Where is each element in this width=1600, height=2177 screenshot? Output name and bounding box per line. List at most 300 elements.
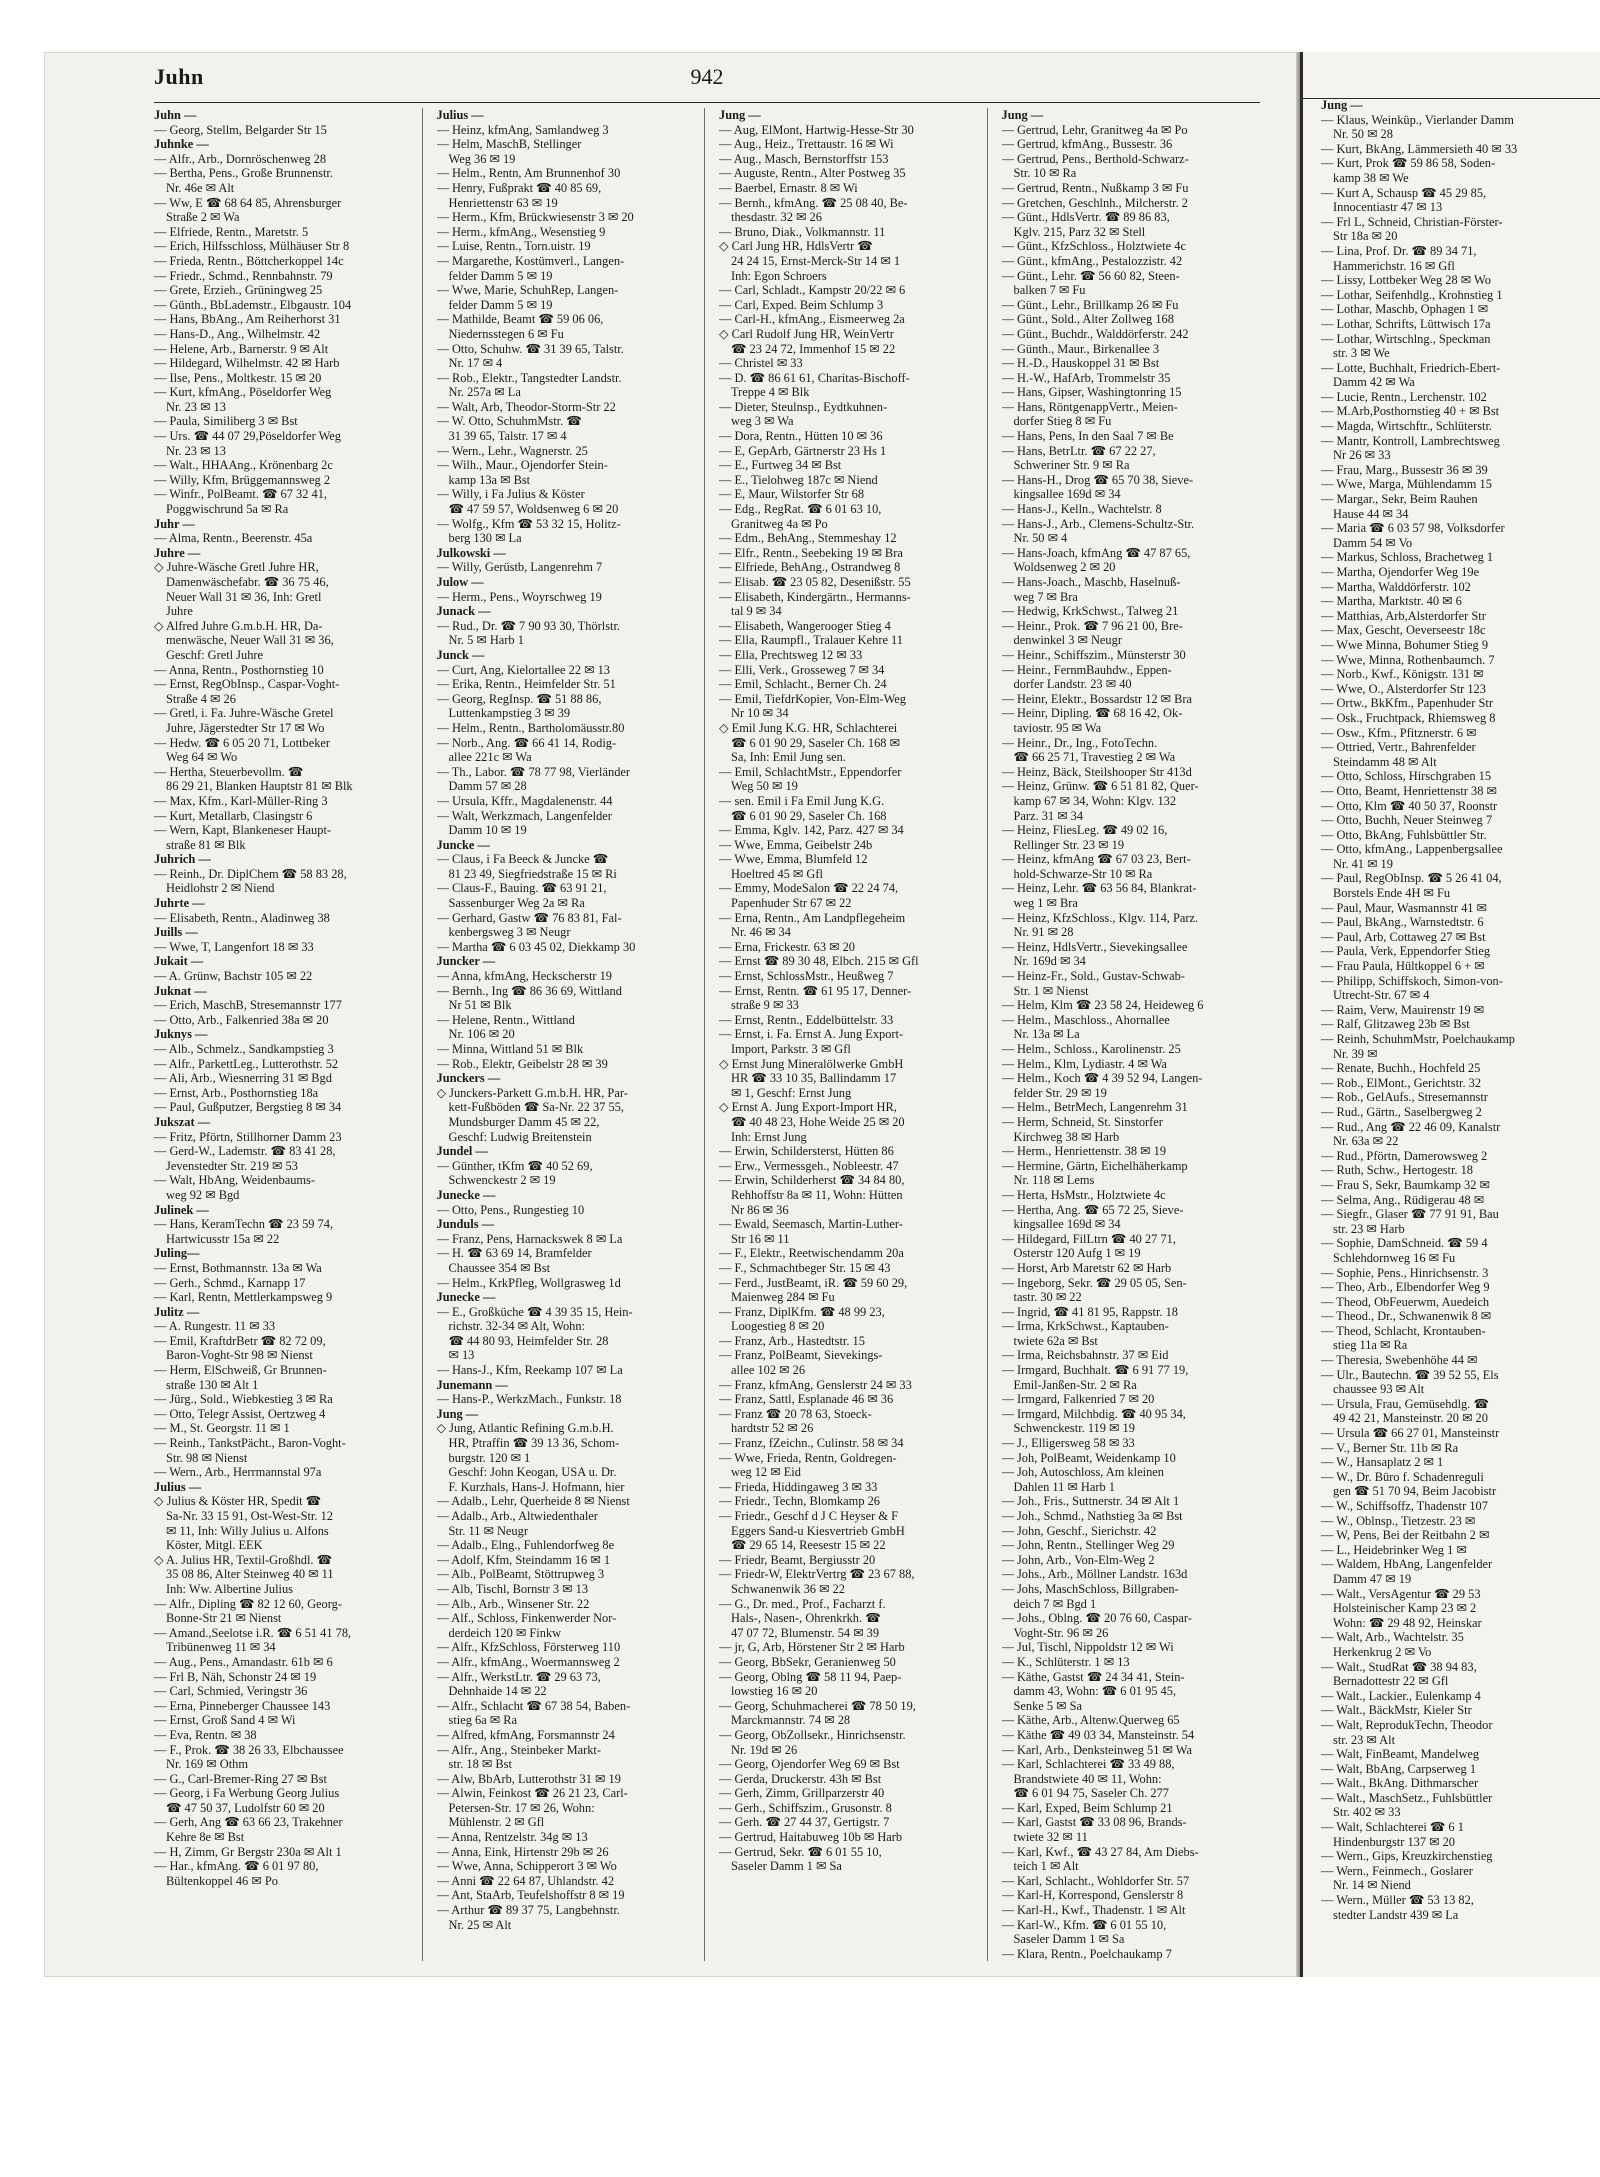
directory-entry-line: Hammerichstr. 16 ✉ Gfl [1333,258,1455,273]
directory-entry-line: — Otto, Schloss, Hirschgraben 15 [1321,769,1492,784]
directory-entry-line: — Walt, HbAng, Weidenbaums- [154,1173,316,1188]
directory-entry-line: — Grete, Erzieh., Grüningweg 25 [154,283,323,298]
directory-entry-line: — Herta, HsMstr., Holztwiete 4c [1001,1187,1166,1202]
directory-entry-line: — Rud., Pförtn, Damerowsweg 2 [1321,1148,1488,1163]
directory-entry-line: — Gertrud, Rentn., Nußkamp 3 ✉ Fu [1001,180,1189,195]
directory-entry-line: — Hertha, Ang. ☎ 65 72 25, Sieve- [1001,1202,1184,1217]
directory-entry-line: Geschf: Gretl Juhre [166,647,264,662]
surname-heading: Juneckе — [436,1290,496,1305]
directory-entry-line: — H.-D., Hauskoppel 31 ✉ Bst [1001,356,1160,371]
directory-entry-line: — jr, G, Arb, Hörstener Str 2 ✉ Harb [719,1640,905,1655]
directory-entry-line: Hartwicusstr 15a ✉ 22 [166,1231,280,1246]
directory-entry-line: — Alfr., ParkettLeg., Lutterothstr. 52 [154,1056,339,1071]
surname-heading: Jung — [436,1406,479,1421]
directory-entry-line: — Karl, Rentn, Mettlerkampsweg 9 [154,1290,333,1305]
directory-entry-line: — Emil, TiefdrKopier, Von-Elm-Weg [719,691,906,706]
surname-heading: Juknat — [154,983,207,998]
directory-entry-line: — Ilse, Pens., Moltkestr. 15 ✉ 20 [154,370,322,385]
surname-heading: Junemann — [436,1377,508,1392]
directory-entry-line: — M.Arb,Posthornstieg 40 + ✉ Bst [1321,404,1500,419]
directory-entry-line: — Walt., VersAgentur ☎ 29 53 [1321,1586,1481,1601]
directory-entry-line: — Friedr., Schmd., Rennbahnstr. 79 [154,268,333,283]
surname-heading: Juhrich — [154,852,211,867]
directory-entry-line: derdeich 120 ✉ Finkw [448,1625,562,1640]
directory-entry-line: — Irma, KrkSchwst., Kaptauben- [1001,1319,1169,1334]
directory-entry-line: — Elisabeth, Kindergärtn., Hermanns- [719,589,911,604]
directory-entry-line: Schwanenwik 36 ✉ 22 [731,1581,845,1596]
directory-entry-line: straße 81 ✉ Blk [166,837,246,852]
directory-entry-line: — John, Geschf., Sierichstr. 42 [1001,1523,1157,1538]
directory-entry-line: — Heinr., Dr., Ing., FotoTechn. [1001,735,1158,750]
directory-entry-line: — D. ☎ 86 61 61, Charitas-Bischoff- [719,370,910,385]
directory-entry-line: — Aug., Heiz., Trettaustr. 16 ✉ Wi [719,137,894,152]
directory-entry-line: — Theod, ObFeuerwm, Auedeich [1321,1294,1490,1309]
directory-entry-line: Woldsenweg 2 ✉ 20 [1013,560,1116,575]
directory-entry-line: — Adalb., Arb., Altwiedenthaler [436,1509,598,1523]
directory-entry-line: — Kurt, Metallarb, Clasingstr 6 [154,808,313,823]
directory-entry-line: Sa-Nr. 33 15 91, Ost-West-Str. 12 [166,1509,333,1523]
surname-heading: Julinek — [154,1202,209,1217]
directory-entry-line: — H. ☎ 63 69 14, Bramfelder [436,1246,592,1261]
directory-entry-line: — Gertrud, Haitabuweg 10b ✉ Harb [719,1830,903,1845]
directory-entry-line: — Georg, Oblng ☎ 58 11 94, Paep- [719,1669,902,1684]
surname-heading: Jukszat — [154,1114,211,1129]
column-3 [719,108,988,1961]
directory-entry-line: — Heinz-Fr., Sold., Gustav-Schwab- [1001,969,1185,984]
directory-entry-line: — Mathilde, Beamt ☎ 59 06 06, [436,312,604,327]
directory-entry-line: — Ella, Prechtsweg 12 ✉ 33 [719,647,863,662]
directory-entry-line: — Paul, Arb, Cottaweg 27 ✉ Bst [1321,929,1486,944]
directory-entry-line: — John, Rentn., Stellinger Weg 29 [1001,1538,1175,1553]
directory-entry-line: Luttenkampstieg 3 ✉ 39 [448,706,571,721]
directory-entry-line: — Matthias, Arb,Alsterdorfer Str [1321,608,1486,623]
directory-entry-line: — Minna, Wittland 51 ✉ Blk [436,1042,584,1056]
directory-entry-line: Nr. 25 ✉ Alt [448,1917,512,1932]
directory-entry-line: Hals-, Nasen-, Ohrenkrkh. ☎ [731,1611,881,1626]
directory-entry-line: — Helm, Klm ☎ 23 58 24, Heideweg 6 [1001,998,1204,1013]
directory-entry-line: — Alfr., Arb., Dornröschenweg 28 [154,151,327,166]
directory-entry-line: — Karl, Kwf., ☎ 43 27 84, Am Diebs- [1001,1844,1199,1859]
directory-entry-line: — A. Rungestr. 11 ✉ 33 [154,1319,276,1334]
directory-entry-line: — Günt., Sold., Alter Zollweg 168 [1001,312,1174,327]
directory-entry-line: Saseler Damm 1 ✉ Sa [731,1859,842,1874]
directory-entry-line: — Wwe, Minna, Rothenbaumch. 7 [1321,652,1495,667]
directory-entry-line: ☎ 6 01 90 29, Saseler Ch. 168 ✉ [731,735,900,750]
directory-entry-line: — Herm., Pens., Woyrschweg 19 [436,589,602,604]
directory-entry-line: — Karl, Arb., Denksteinweg 51 ✉ Wa [1001,1742,1193,1757]
directory-entry-line: — E., Furtweg 34 ✉ Bst [719,458,842,473]
directory-entry-line: — Irmgard, Buchhalt. ☎ 6 91 77 19, [1001,1363,1189,1378]
directory-entry-line: — Hildegard, Wilhelmstr. 42 ✉ Harb [154,356,340,371]
directory-entry-line: — Bernh., Ing ☎ 86 36 69, Wittland [436,983,622,998]
directory-entry-line: — Wern, Kapt, Blankeneser Haupt- [154,823,332,838]
directory-entry-line: — Alfr., Dipling ☎ 82 12 60, Georg- [154,1596,342,1611]
directory-entry-line: — Anna, kfmAng, Heckscherstr 19 [436,969,612,984]
directory-entry-line: — Christel ✉ 33 [719,356,803,371]
directory-entry-line: — Rud., Gärtn., Saselbergweg 2 [1321,1104,1482,1119]
directory-entry-line: — Otto, kfmAng., Lappenbergsallee [1321,842,1503,857]
directory-entry-line: — Helm., Koch ☎ 4 39 52 94, Langen- [1001,1071,1203,1086]
directory-entry-line: burgstr. 120 ✉ 1 [448,1450,531,1465]
directory-entry-line: — Walt, Arb, Theodor-Storm-Str 22 [436,399,616,414]
directory-entry-line: Nr. 13a ✉ La [1013,1027,1080,1042]
directory-entry-line: — Otto, Klm ☎ 40 50 37, Roonstr [1321,798,1498,813]
directory-entry-line: — Günt., Buchdr., Walddörferstr. 242 [1001,326,1189,341]
directory-entry-line: — Lissy, Lottbeker Weg 28 ✉ Wo [1321,273,1491,288]
directory-entry-line: Weg 50 ✉ 19 [731,779,798,794]
directory-entry-line: — Otto, Telegr Assist, Oertzweg 4 [154,1406,326,1421]
directory-entry-line: — Gretchen, Geschlnh., Milcherstr. 2 [1001,195,1189,210]
directory-entry-line: Nr. 19d ✉ 26 [731,1742,798,1757]
directory-entry-line: — Hans-H., Drog ☎ 65 70 38, Sieve- [1001,472,1194,487]
directory-entry-line: — Joh., Fris., Suttnerstr. 34 ✉ Alt 1 [1001,1494,1180,1509]
directory-entry-line: — Ernst, i. Fa. Ernst A. Jung Export- [719,1027,904,1042]
directory-entry-line: ☎ 44 80 93, Heimfelder Str. 28 [448,1333,609,1348]
directory-entry-line: — Anna, Rentn., Posthornstieg 10 [154,662,324,677]
directory-entry-line: 81 23 49, Siegfriedstraße 15 ✉ Ri [448,866,617,881]
page-header [154,62,1260,103]
directory-entry-line: — Frieda, Hiddingaweg 3 ✉ 33 [719,1479,878,1494]
directory-entry-line: — Osw., Kfm., Pfitznerstr. 6 ✉ [1321,725,1477,740]
directory-entry-line: — Paul, Maur, Wasmannstr 41 ✉ [1321,900,1487,915]
surname-heading: Juncke — [436,837,490,852]
directory-entry-line: — Max, Gescht, Oeverseestr 18c [1321,623,1486,638]
directory-entry-line: Nr. 169d ✉ 34 [1013,954,1086,969]
directory-entry-line: Nr 86 ✉ 36 [731,1202,789,1217]
directory-entry-line: — Ursula ☎ 66 27 01, Mansteinstr [1321,1426,1500,1441]
directory-entry-line: — Ernst, Rentn., Eddelbüttelstr. 33 [719,1012,894,1027]
directory-entry-line: — Günt., Lehr. ☎ 56 60 82, Steen- [1001,268,1180,283]
directory-entry-line: ☎ 23 24 72, Immenhof 15 ✉ 22 [731,341,896,356]
directory-entry-line: — Hans, BbAng., Am Reiherhorst 31 [154,312,341,327]
directory-entry-line: — Carl, Exped. Beim Schlump 3 [719,297,884,312]
directory-entry-line: kenbergsweg 3 ✉ Neugr [448,925,571,940]
directory-entry-line: — Günth., BbLademstr., Elbgaustr. 104 [154,297,352,312]
directory-entry-line: ◇ Carl Jung HR, HdlsVertr ☎ [719,239,873,254]
directory-entry-line: Str. 1 ✉ Nienst [1013,983,1089,998]
directory-entry-line: Poggwischrund 5a ✉ Ra [166,502,289,517]
directory-entry-line: — W., Hansaplatz 2 ✉ 1 [1321,1455,1444,1470]
directory-entry-line: 47 07 72, Blumenstr. 54 ✉ 39 [731,1625,880,1640]
directory-entry-line: — John, Arb., Von-Elm-Weg 2 [1001,1552,1155,1567]
directory-entry-line: — Anna, Rentzelstr. 34g ✉ 13 [436,1830,588,1845]
next-page-lines [1321,113,1600,1923]
running-head: Juhn [154,64,204,89]
directory-entry-line: — Ewald, Seemasch, Martin-Luther- [719,1217,903,1232]
directory-entry-line: — Georg, BbSekr, Geranienweg 50 [719,1654,896,1669]
directory-entry-line: — Johs., Oblng. ☎ 20 76 60, Caspar- [1001,1611,1192,1626]
directory-entry-line: — Renate, Buchh., Hochfeld 25 [1321,1061,1481,1076]
directory-entry-line: Mundsburger Damm 45 ✉ 22, [448,1114,600,1129]
directory-entry-line: — Walt, FinBeamt, Mandelweg [1321,1747,1480,1762]
directory-entry-line: — Käthe, Gastst ☎ 24 34 41, Stein- [1001,1669,1185,1684]
directory-entry-line: berg 130 ✉ La [448,531,522,546]
directory-entry-line: — Heinz, HdlsVertr., Sievekingsallee [1001,939,1188,954]
directory-entry-line: stieg 11a ✉ Ra [1333,1338,1408,1353]
directory-entry-line: hardtstr 52 ✉ 26 [731,1421,814,1436]
directory-entry-line: — Ernst, Groß Sand 4 ✉ Wi [154,1713,296,1728]
directory-columns [154,108,1270,1961]
directory-entry-line: ✉ 1, Geschf: Ernst Jung [731,1085,852,1100]
directory-entry-line: weg 1 ✉ Bra [1013,896,1078,911]
directory-entry-line: taviostr. 95 ✉ Wa [1013,720,1102,735]
directory-entry-line: — Siegfr., Glaser ☎ 77 91 91, Bau [1321,1207,1499,1222]
directory-entry-line: — Wwe, Marga, Mühlendamm 15 [1321,477,1492,492]
directory-entry-line: Dehnhaide 14 ✉ 22 [448,1684,547,1699]
directory-entry-line: Heidlohstr 2 ✉ Niend [166,881,275,896]
directory-entry-line: — Franz, fZeichn., Culinstr. 58 ✉ 34 [719,1436,904,1451]
directory-entry-line: Dahlen 11 ✉ Harb 1 [1013,1479,1115,1494]
directory-entry-line: — F., Schmachtbeger Str. 15 ✉ 43 [719,1260,891,1275]
directory-entry-line: — Frieda, Rentn., Böttcherkoppel 14c [154,253,344,268]
surname-heading: Julius — [154,1479,202,1494]
next-page-edge [1300,52,1600,1977]
directory-entry-line: — Carl, Schladt., Kampstr 20/22 ✉ 6 [719,283,906,298]
directory-entry-line: — Helm., Rentn, Am Brunnenhof 30 [436,166,621,181]
directory-entry-line: kamp 67 ✉ 34, Wohn: Klgv. 132 [1013,793,1177,808]
directory-entry-line: 31 39 65, Talstr. 17 ✉ 4 [448,429,567,444]
directory-entry-line: allee 102 ✉ 26 [731,1363,806,1378]
directory-entry-line: kett-Fußböden ☎ Sa-Nr. 22 37 55, [448,1100,624,1115]
directory-entry-line: hold-Schwarze-Str 10 ✉ Ra [1013,866,1153,881]
directory-entry-line: — Wolfg., Kfm ☎ 53 32 15, Holitz- [436,516,621,531]
directory-entry-line: — Käthe ☎ 49 03 34, Mansteinstr. 54 [1001,1727,1195,1742]
directory-entry-line: — Carl-H., kfmAng., Eismeerweg 2a [719,312,905,327]
directory-entry-line: — Emil, KraftdrBetr ☎ 82 72 09, [154,1333,326,1348]
directory-entry-line: — Sophie, DamSchneid. ☎ 59 4 [1321,1236,1488,1251]
directory-entry-line: ✉ 13 [448,1348,475,1363]
directory-entry-line: — Franz, Arb., Hastedtstr. 15 [719,1333,865,1348]
directory-entry-line: Niedernsstegen 6 ✉ Fu [448,326,564,341]
directory-entry-line: — Alfred, kfmAng, Forsmannstr 24 [436,1727,615,1742]
directory-entry-line: felder Damm 5 ✉ 19 [448,297,553,312]
directory-entry-line: Inh: Ww. Albertine Julius [166,1581,293,1596]
directory-entry-line: — Raim, Verw, Mauirenstr 19 ✉ [1321,1002,1485,1017]
directory-entry-line: richstr. 32-34 ✉ Alt, Wohn: [448,1319,586,1334]
directory-entry-line: — Magda, Wirtschftr., Schlüterstr. [1321,419,1492,434]
directory-entry-line: — Waldem, HbAng, Langenfelder [1321,1557,1493,1572]
directory-entry-line: — Helm., BetrMech, Langenrehm 31 [1001,1100,1188,1115]
directory-entry-line: — F., Prok. ☎ 38 26 33, Elbchaussee [154,1742,344,1757]
directory-entry-line: — Irma, Reichsbahnstr. 37 ✉ Eid [1001,1348,1169,1363]
directory-entry-line: — Alb., PolBeamt, Stöttrupweg 3 [436,1567,605,1582]
directory-entry-line: — sen. Emil i Fa Emil Jung K.G. [719,793,885,808]
directory-entry-line: — Rob., ElMont., Gerichtstr. 32 [1321,1075,1482,1090]
directory-entry-line: — M., St. Georgstr. 11 ✉ 1 [154,1421,290,1436]
directory-entry-line: — H, Zimm, Gr Bergstr 230a ✉ Alt 1 [154,1844,342,1859]
directory-entry-line: — Otto, Beamt, Henriettenstr 38 ✉ [1321,783,1497,798]
directory-entry-line: — Wwe, O., Alsterdorfer Str 123 [1321,681,1486,696]
column-4 [1002,108,1271,1961]
directory-entry-line: HR, Ptraffin ☎ 39 13 36, Schom- [448,1436,620,1451]
directory-entry-line: — Lothar, Maschb, Ophagen 1 ✉ [1321,302,1489,317]
directory-entry-line: — Lothar, Schrifts, Lüttwisch 17a [1321,316,1491,331]
directory-entry-line: kingsallee 169d ✉ 34 [1013,1217,1121,1232]
directory-entry-line: Damm 57 ✉ 28 [448,779,527,794]
directory-entry-line: — Th., Labor. ☎ 78 77 98, Vierländer [436,764,631,779]
directory-entry-line: — Hans, RöntgenappVertr., Meien- [1001,399,1178,414]
directory-entry-line: — Aug., Masch, Bernstorffstr 153 [719,151,889,166]
directory-entry-line: — Gerh, Ang ☎ 63 66 23, Trakehner [154,1815,343,1830]
directory-entry-line: menwäsche, Neuer Wall 31 ✉ 36, [166,633,334,648]
directory-entry-line: twiete 62a ✉ Bst [1013,1333,1098,1348]
directory-entry-line: — Wern., Lehr., Wagnerstr. 25 [436,443,588,458]
directory-entry-line: — Norb., Ang. ☎ 66 41 14, Rodig- [436,735,617,750]
directory-entry-line: Geschf: Ludwig Breitenstein [448,1129,592,1144]
directory-entry-line: Brandstwiete 40 ✉ 11, Wohn: [1013,1771,1162,1786]
directory-entry-line: — Anna, Eink, Hirtenstr 29b ✉ 26 [436,1844,609,1859]
directory-entry-line: — Hans-Joach, kfmAng ☎ 47 87 65, [1001,545,1191,560]
directory-entry-line: — Helm., KrkPfleg, Wollgrasweg 1d [436,1275,621,1290]
directory-entry-line: Nr. 50 ✉ 4 [1013,531,1068,546]
surname-heading: Juhn — [154,108,197,122]
directory-entry-line: — Hedw. ☎ 6 05 20 71, Lottbeker [154,735,331,750]
directory-entry-line: — Alw, BbArb, Lutterothstr 31 ✉ 19 [436,1771,621,1786]
directory-entry-line: — Gerd-W., Lademstr. ☎ 83 41 28, [154,1144,336,1159]
directory-entry-line: — Henry, Fußprakt ☎ 40 85 69, [436,180,602,195]
directory-entry-line: — Rob., Elektr., Tangstedter Landstr. [436,370,622,385]
directory-entry-line: — Martha, Ojendorfer Weg 19e [1321,565,1480,579]
directory-entry-line: thesdastr. 32 ✉ 26 [731,210,822,225]
directory-entry-line: Nr. 41 ✉ 19 [1333,856,1393,871]
surname-heading: Juhnke — [154,137,209,152]
directory-entry-line: — Franz, DiplKfm. ☎ 48 99 23, [719,1304,885,1319]
directory-entry-line: — Adalb., Lehr, Querheide 8 ✉ Nienst [436,1494,630,1509]
directory-entry-line: — K., Schlüterstr. 1 ✉ 13 [1001,1654,1130,1669]
directory-entry-line: — Ernst, Bothmannstr. 13a ✉ Wa [154,1260,322,1275]
directory-entry-line: — Hans, BetrLtr. ☎ 67 22 27, [1001,443,1156,458]
directory-entry-line: — E., Großküche ☎ 4 39 35 15, Hein- [436,1304,633,1319]
directory-entry-line: Damm 10 ✉ 19 [448,823,527,838]
directory-entry-line: — Alfr., WerkstLtr. ☎ 29 63 73, [436,1669,601,1684]
directory-entry-line: — Theod., Dr., Schwanenwik 8 ✉ [1321,1309,1492,1324]
directory-entry-line: — Erna, Frickestr. 63 ✉ 20 [719,939,855,954]
directory-entry-line: — Ottried, Vertr., Bahrenfelder [1321,740,1476,755]
directory-entry-line: Innocentiastr 47 ✉ 13 [1333,200,1443,215]
directory-entry-line: — Walt, ReprodukTechn, Theodor [1321,1717,1493,1732]
directory-entry-line: — Georg, ObZollsekr., Hinrichsenstr. [719,1727,906,1742]
directory-entry-line: — Gerh., Schmd., Karnapp 17 [154,1275,306,1290]
directory-entry-line: — Heinz, kfmAng, Samlandweg 3 [436,122,609,137]
directory-entry-line: 35 08 86, Alter Steinweg 40 ✉ 11 [166,1567,334,1582]
directory-entry-line: — W., Schiffsoffz, Thadenstr 107 [1321,1499,1488,1513]
directory-entry-line: — Alfr., kfmAng., Woermannsweg 2 [436,1654,620,1669]
directory-entry-line: — Kurt, kfmAng., Pöseldorfer Weg [154,385,332,400]
directory-entry-line: Wohn: ☎ 29 48 92, Heinskar [1333,1615,1482,1630]
directory-entry-line: — Lothar, Wirtschlng., Speckman [1321,331,1491,346]
directory-entry-line: ◇ Jung, Atlantic Refining G.m.b.H. [436,1421,614,1436]
directory-entry-line: balken 7 ✉ Fu [1013,283,1086,298]
directory-entry-line: — Helene, Rentn., Wittland [436,1012,575,1027]
directory-entry-line: — Elfr., Rentn., Seebeking 19 ✉ Bra [719,545,903,560]
directory-entry-line: — Alb., Arb., Winsener Str. 22 [436,1596,590,1611]
directory-entry-line: 24 24 15, Ernst-Merck-Str 14 ✉ 1 [731,253,901,268]
surname-heading: Julius — [436,108,484,122]
directory-entry-line: Maienweg 284 ✉ Fu [731,1290,835,1305]
directory-entry-line: — Friedr, Beamt, Bergiusstr 20 [719,1552,876,1567]
directory-entry-line: ◇ Ernst A. Jung Export-Import HR, [719,1100,897,1115]
directory-entry-line: Str 16 ✉ 11 [731,1231,790,1246]
directory-entry-line: — E, GepArb, Gärtnerstr 23 Hs 1 [719,443,887,458]
directory-entry-line: — Martha, Marktstr. 40 ✉ 6 [1321,594,1462,609]
directory-entry-line: ☎ 47 50 37, Ludolfstr 60 ✉ 20 [166,1800,325,1815]
directory-entry-line: — Ernst ☎ 89 30 48, Elbch. 215 ✉ Gfl [719,954,919,969]
directory-entry-line: Str. 98 ✉ Nienst [166,1450,248,1465]
directory-entry-line: — Georg, i Fa Werbung Georg Julius [154,1786,340,1801]
surname-heading: Jukait — [154,954,204,969]
directory-entry-line: Saseler Damm 1 ✉ Sa [1013,1932,1125,1947]
directory-entry-line: — F., Elektr., Reetwischendamm 20a [719,1246,904,1261]
directory-entry-line: — Wilh., Maur., Ojendorfer Stein- [436,458,608,473]
surname-heading: Juncker — [436,954,496,969]
directory-entry-line: Steindamm 48 ✉ Alt [1333,754,1437,769]
directory-entry-line: — Erich, Hilfsschloss, Mülhäuser Str 8 [154,239,350,254]
directory-entry-line: — Günth., Maur., Birkenallee 3 [1001,341,1160,356]
directory-entry-line: — Gerh, Zimm, Grillparzerstr 40 [719,1786,885,1801]
directory-entry-line: — Margarethe, Kostümverl., Langen- [436,253,625,268]
directory-entry-line: — Georg, RegInsp. ☎ 51 88 86, [436,691,602,706]
directory-entry-line: — Wwe, Anna, Schipperort 3 ✉ Wo [436,1859,617,1874]
directory-entry-line: — Ferd., JustBeamt, iR. ☎ 59 60 29, [719,1275,908,1290]
directory-entry-line: ◇ Carl Rudolf Jung HR, WeinVertr [719,326,894,341]
directory-entry-line: Eggers Sand-u Kiesvertrieb GmbH [731,1523,905,1538]
directory-entry-line: — J., Elligersweg 58 ✉ 33 [1001,1436,1135,1451]
directory-entry-line: ☎ 6 01 90 29, Saseler Ch. 168 [731,808,887,823]
directory-entry-line: Juhre [166,604,193,619]
surname-heading: Jundel — [436,1144,488,1159]
directory-entry-line: ◇ Julius & Köster HR, Spedit ☎ [154,1494,322,1509]
directory-entry-line: — Baerbel, Ernastr. 8 ✉ Wi [719,180,858,195]
directory-entry-line: — Otto, BkAng, Fuhlsbüttler Str. [1321,827,1487,842]
directory-entry-line: — Johs., Arb., Möllner Landstr. 163d [1001,1567,1188,1582]
directory-entry-line: — Ruth, Schw., Hertogestr. 18 [1321,1163,1474,1178]
directory-entry-line: — Gretl, i. Fa. Juhre-Wäsche Gretel [154,706,334,721]
directory-entry-line: — Helm., Schloss., Karolinenstr. 25 [1001,1042,1181,1056]
surname-heading: Junack — [436,604,491,619]
directory-entry-line: Neuer Wall 31 ✉ 36, Inh: Gretl [166,589,322,604]
directory-entry-line: — Heinz, KfzSchloss., Klgv. 114, Parz. [1001,910,1199,925]
directory-entry-line: — Frl B, Näh, Schonstr 24 ✉ 19 [154,1669,317,1684]
directory-entry-line: Nr. 23 ✉ 13 [166,443,226,458]
directory-entry-line: — Kurt A, Schausp ☎ 45 29 85, [1321,185,1487,200]
directory-entry-line: — Markus, Schloss, Brachetweg 1 [1321,550,1494,565]
directory-entry-line: — W, Pens, Bei der Reitbahn 2 ✉ [1321,1528,1490,1543]
directory-entry-line: Sassenburger Weg 2a ✉ Ra [448,896,585,911]
directory-entry-line: — Frau Paula, Hültkoppel 6 + ✉ [1321,959,1485,974]
directory-entry-line: — Hans, Pens, In den Saal 7 ✉ Be [1001,429,1174,444]
directory-entry-line: — Franz, Sattl, Esplanade 46 ✉ 36 [719,1392,894,1407]
directory-entry-line: — Alfr., KfzSchloss, Försterweg 110 [436,1640,621,1655]
directory-entry-line: — Karl-W., Kfm. ☎ 6 01 55 10, [1001,1917,1167,1932]
directory-entry-line: — Karl-H., Kwf., Thadenstr. 1 ✉ Alt [1001,1903,1186,1918]
directory-entry-line: Straße 4 ✉ 26 [166,691,236,706]
directory-entry-line: — G., Carl-Bremer-Ring 27 ✉ Bst [154,1771,327,1786]
directory-entry-line: kamp 38 ✉ We [1333,170,1409,185]
directory-entry-line: — W., Oblnsp., Tietzestr. 23 ✉ [1321,1513,1476,1528]
directory-entry-line: Papenhuder Str 67 ✉ 22 [731,896,852,911]
directory-entry-line: Nr. 106 ✉ 20 [448,1027,515,1042]
directory-entry-line: — Helm., Rentn., Bartholomäusstr.80 [436,720,625,735]
directory-entry-line: — Bertha, Pens., Große Brunnenstr. [154,166,333,181]
directory-entry-line: — Klaus, Weinküp., Vierlander Damm [1321,112,1514,127]
surname-heading: Juhre — [154,545,201,560]
directory-entry-line: — Franz, Pens, Harnackswek 8 ✉ La [436,1231,623,1246]
directory-entry-line: ◇ Junckers-Parkett G.m.b.H. HR, Par- [436,1085,628,1100]
directory-entry-line: — Hildegard, FilLtrn ☎ 40 27 71, [1001,1231,1176,1246]
directory-entry-line: — Günther, tKfm ☎ 40 52 69, [436,1158,593,1173]
directory-entry-line: — Herm., Kfm, Brückwiesenstr 3 ✉ 20 [436,210,634,225]
directory-entry-line: — Walt, BbAng, Carpserweg 1 [1321,1761,1477,1776]
